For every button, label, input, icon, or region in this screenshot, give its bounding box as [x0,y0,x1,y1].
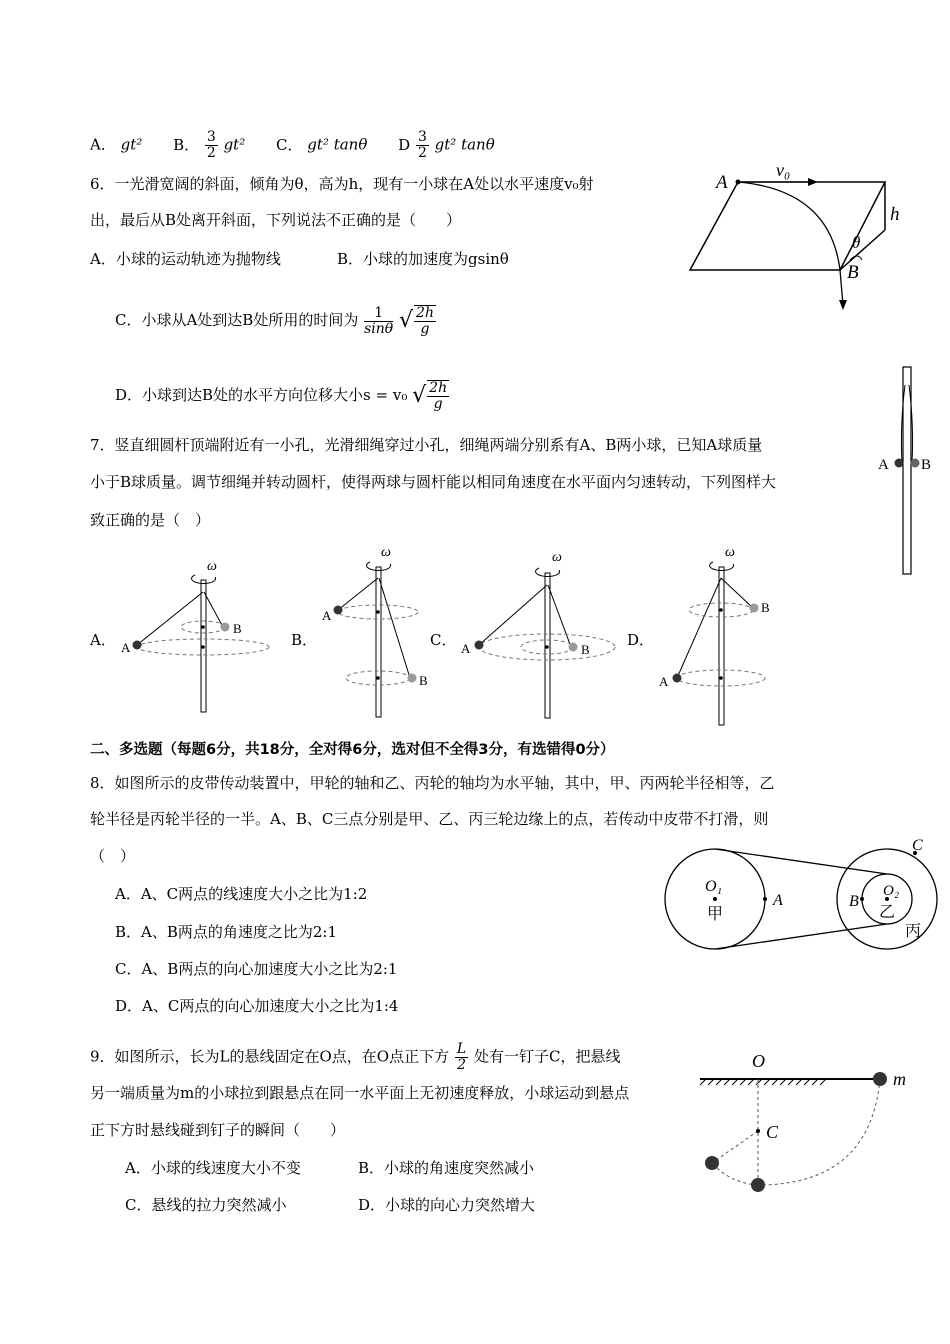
svg-text:ω: ω [552,550,562,565]
q9-pendulum-figure [700,1045,920,1205]
svg-text:B: B [233,621,242,636]
q8-option-d: D．A、C两点的向心加速度大小之比为1:4 [115,997,399,1015]
svg-text:O: O [752,1051,765,1071]
svg-text:A: A [659,674,669,689]
q8-line3: （ ） [90,847,136,865]
q6-fig-label-b: B [847,262,859,283]
q7-line2: 小于B球质量。调节细绳并转动圆杆，使得两球与圆杆能以相同角速度在水平面内匀速转动，下列图样大 [90,473,777,491]
q9-option-b: B．小球的角速度突然减小 [358,1159,535,1177]
q6-option-d-sqrt: √ $\frac{2h}{g}$ [412,380,448,412]
q9-fraction: $\frac{L}{2}$ [456,1041,467,1073]
svg-text:O₁: O₁ [705,878,723,895]
q5-option-a-label: A． [90,135,116,154]
q5-option-d-label: D [398,135,411,154]
svg-text:ω: ω [381,545,391,560]
q7-option-d-figure [655,540,785,730]
svg-text:C: C [912,837,923,854]
svg-text:丙: 丙 [905,923,922,940]
svg-text:A: A [121,640,131,655]
q6-line1: 6．一光滑宽阔的斜面，倾角为θ，高为h，现有一小球在A处以水平速度v₀射 [90,175,594,193]
q5-option-b-label: B． [173,135,200,154]
q7-option-c-label: C． [430,631,457,649]
q8-option-a: A．A、C两点的线速度大小之比为1:2 [115,885,368,903]
svg-text:ω: ω [207,559,217,574]
q5-option-b-expr: gt² [223,135,246,154]
q5-option-d-expr: gt² tanθ [434,135,495,154]
q5-option-c-label: C． [276,135,303,154]
svg-text:A: A [461,641,471,656]
q6-option-c-fraction: $\frac{1}{\sin\theta}$ [364,304,394,337]
q6-option-c-text: C．小球从A处到达B处所用的时间为 [115,311,359,329]
svg-text:甲: 甲 [707,906,724,923]
q6-option-d [115,380,450,412]
q9-line3: 正下方时悬线碰到钉子的瞬间（ ） [90,1121,346,1139]
svg-text:ω: ω [725,545,735,560]
q5-option-b-fraction: $\frac{3}{2}$ [206,129,216,161]
q9-option-d: D．小球的向心力突然增大 [358,1196,536,1214]
svg-text:A: A [322,608,332,623]
q7-option-a-label: A． [90,631,116,649]
section2-heading: 二、多选题（每题6分，共18分，全对得6分，选对但不全得3分，有选错得0分） [90,742,615,758]
q7-rod-figure [876,365,936,580]
q9-line1 [90,1042,620,1073]
svg-text:B: B [761,600,770,615]
q8-option-b: B．A、B两点的角速度之比为2:1 [115,923,338,941]
q6-fig-label-v0: v₀ [776,160,791,180]
q8-belt-figure [665,835,945,970]
q7-option-a-figure [115,555,275,720]
q7-option-b-label: B． [291,631,318,649]
q6-option-c-sqrt: √ $\frac{2h}{g}$ [399,305,434,337]
q9-line1-pre: 9．如图所示，长为L的悬线固定在O点，在O点正下方 [90,1047,450,1066]
q9-option-a: A．小球的线速度大小不变 [125,1159,301,1177]
svg-text:m: m [893,1069,906,1089]
svg-text:B: B [581,642,590,657]
q7-option-d-label: D． [627,631,655,649]
svg-text:乙: 乙 [879,904,896,921]
q5-option-d-fraction: $\frac{3}{2}$ [417,129,427,161]
q6-option-c [115,305,437,337]
q9-line1-post: 处有一钉子C，把悬线 [473,1047,621,1066]
q5-option-c-expr: gt² tanθ [307,135,368,154]
q7-rod-label-a: A [878,457,889,473]
q8-line1: 8．如图所示的皮带传动装置中，甲轮的轴和乙、丙轮的轴均为水平轴，其中，甲、丙两轮半径相等，乙 [90,774,775,792]
q9-line2: 另一端质量为m的小球拉到跟悬点在同一水平面上无初速度释放，小球运动到悬点 [90,1084,630,1102]
q6-option-a: A．小球的运动轨迹为抛物线 [90,250,281,268]
q5-option-a-expr: gt² [120,135,143,154]
q6-line2: 出，最后从B处离开斜面，下列说法不正确的是（ ） [90,211,462,229]
q6-fig-label-a: A [716,172,728,193]
q9-option-c: C．悬线的拉力突然减小 [125,1196,287,1214]
svg-text:O₂: O₂ [883,883,900,899]
svg-text:B: B [419,673,428,688]
svg-text:C: C [766,1122,779,1142]
q5-options [90,130,495,161]
q7-rod-label-b: B [921,457,932,473]
q8-option-c: C．A、B两点的向心加速度大小之比为2:1 [115,960,398,978]
q6-fig-label-h: h [890,204,900,225]
q8-line2: 轮半径是丙轮半径的一半。A、B、C三点分别是甲、乙、丙三轮边缘上的点，若传动中皮带不打滑，则 [90,810,769,828]
q7-option-b-figure [318,540,438,730]
q6-fig-label-theta: θ [852,233,861,252]
q7-line3: 致正确的是（ ） [90,511,211,529]
q6-option-b: B．小球的加速度为gsinθ [337,250,509,268]
q7-line1: 7．竖直细圆杆顶端附近有一小孔，光滑细绳穿过小孔，细绳两端分别系有A、B两小球，已知A球质量 [90,436,763,454]
svg-text:B: B [849,893,859,910]
q6-option-d-text: D．小球到达B处的水平方向位移大小s = v₀ [115,386,408,404]
svg-text:A: A [773,892,783,909]
q6-incline-figure [690,160,910,310]
q7-option-c-figure [455,545,615,725]
